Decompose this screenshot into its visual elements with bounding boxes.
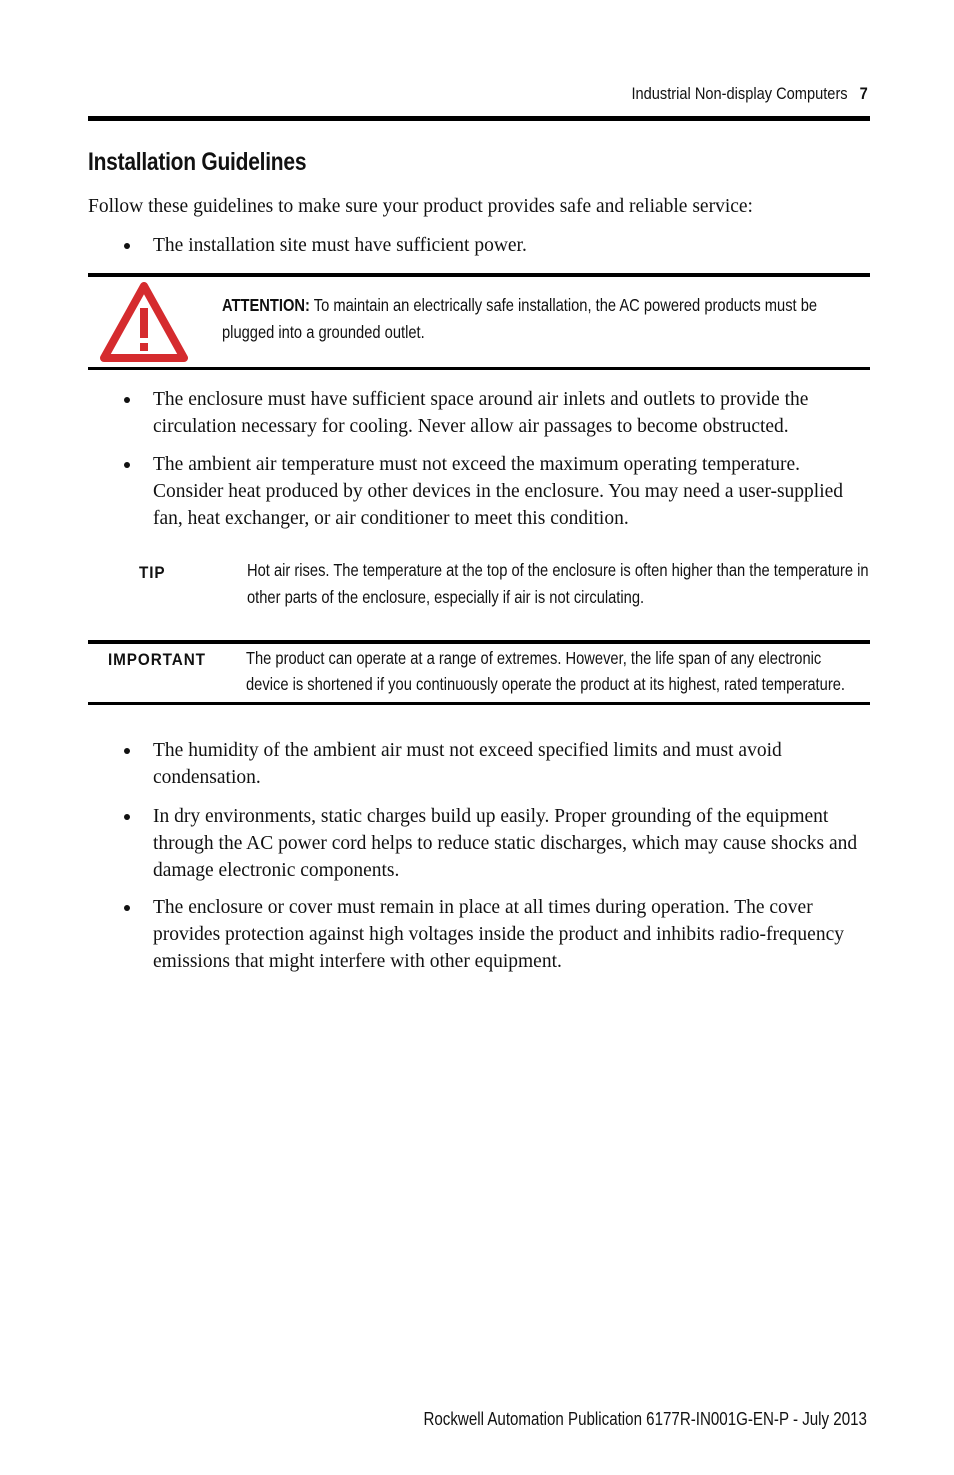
attention-text: To maintain an electrically safe installation, the AC powered products must be plugged into a grounded outlet. xyxy=(222,295,818,342)
list-item-text: The enclosure must have sufficient space around air inlets and outlets to provide the circulation necessary for cooling. Never allow air passages to become obstructed. xyxy=(153,389,809,437)
list-item xyxy=(124,232,869,259)
page-number: 7 xyxy=(859,84,868,103)
tip-label: TIP xyxy=(139,563,166,582)
list-item xyxy=(124,803,869,884)
attention-message xyxy=(222,292,844,346)
list-item xyxy=(124,737,869,791)
list-item xyxy=(124,451,869,532)
attention-box xyxy=(88,277,870,367)
important-bottom-rule xyxy=(88,702,870,705)
list-item xyxy=(124,894,869,975)
attention-label: ATTENTION: xyxy=(222,295,310,315)
list-item-text: The enclosure or cover must remain in place at all times during operation. The cover provides protection against high voltages inside the product and inhibits radio-frequency emissions that might interfere with other equipment. xyxy=(153,897,844,972)
tip-text: Hot air rises. The temperature at the top of the enclosure is often higher than the temperature in other parts of the enclosure, especially if air is not circulating. xyxy=(247,560,869,607)
header-title: Industrial Non-display Computers xyxy=(631,84,848,103)
bullet-icon xyxy=(124,814,130,820)
important-text: The product can operate at a range of extremes. However, the life span of any electronic device is shortened if you continuously operate the product at its highest, rated temperature. xyxy=(246,648,845,694)
bullet-icon xyxy=(124,748,130,754)
list-item xyxy=(124,386,869,440)
bullet-icon xyxy=(124,462,130,468)
running-header xyxy=(632,84,868,104)
list-item-text: The humidity of the ambient air must not exceed specified limits and must avoid condensation. xyxy=(153,740,782,788)
bullet-icon xyxy=(124,397,130,403)
list-item-text: The ambient air temperature must not exceed the maximum operating temperature. Consider heat produced by other devices in the enclosure. You may need a user-supplied fan, heat exchanger, or air conditioner to meet this condition. xyxy=(153,454,844,529)
warning-triangle-icon xyxy=(100,282,188,362)
footer-publication: Rockwell Automation Publication 6177R-IN001G-EN-P - July 2013 xyxy=(423,1409,867,1429)
important-label: IMPORTANT xyxy=(108,650,206,669)
important-top-rule xyxy=(88,640,870,644)
attention-bottom-rule xyxy=(88,367,870,370)
bullet-icon xyxy=(124,905,130,911)
intro-paragraph: Follow these guidelines to make sure your product provides safe and reliable service: xyxy=(88,196,753,217)
list-item-text: The installation site must have sufficient power. xyxy=(153,235,527,256)
list-item-text: In dry environments, static charges build up easily. Proper grounding of the equipment through the AC power cord helps to reduce static discharges, which may cause shocks and damage electronic components. xyxy=(153,806,858,881)
header-rule xyxy=(88,116,870,121)
bullet-icon xyxy=(124,243,130,249)
section-title: Installation Guidelines xyxy=(88,148,307,176)
